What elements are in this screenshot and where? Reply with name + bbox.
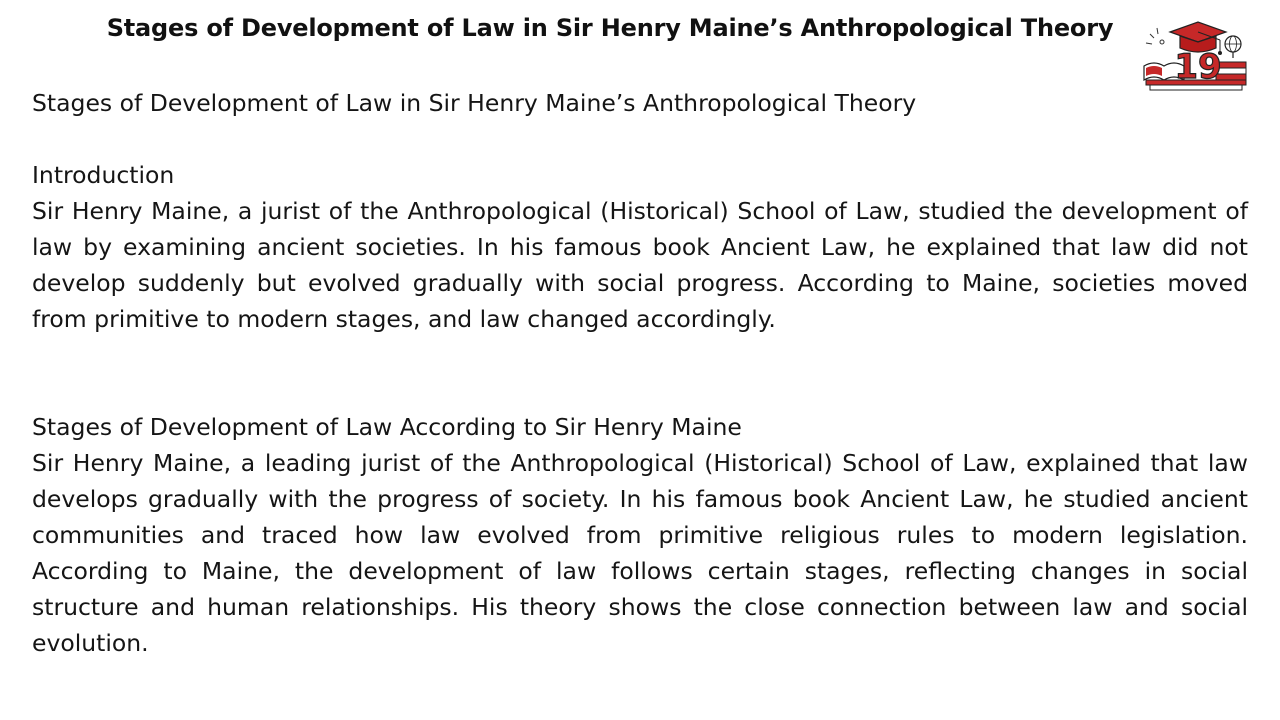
spacer [32, 337, 1248, 409]
logo-number: 19 [1174, 47, 1222, 87]
document-subtitle: Stages of Development of Law in Sir Henry Maine’s Anthropological Theory [32, 89, 917, 117]
graduation-cap-books-icon [1140, 18, 1250, 92]
spacer [32, 121, 1248, 157]
section-heading-stages: Stages of Development of Law According to Sir Henry Maine [32, 413, 742, 441]
section-body-stages: Sir Henry Maine, a leading jurist of the Anthropological (Historical) School of Law, explained that law develops gradually with the progress of society. In his famous book Ancient Law, he studied ancient communities and traced how law evolved from primitive religious rules to modern legislation. According to Maine, the development of law follows certain stages, reflecting changes in social structure and human relationships. His theory shows the close connection between law and social evolution. [32, 449, 1248, 657]
section-heading-introduction: Introduction [32, 161, 175, 189]
document-body [32, 85, 1248, 661]
page-title: Stages of Development of Law in Sir Henry Maine’s Anthropological Theory [106, 14, 1114, 42]
section-body-introduction: Sir Henry Maine, a jurist of the Anthropological (Historical) School of Law, studied the development of law by examining ancient societies. In his famous book Ancient Law, he explained that law did not develop suddenly but evolved gradually with social progress. According to Maine, societies moved from primitive to modern stages, and law changed accordingly. [32, 197, 1248, 333]
channel-logo [1140, 18, 1250, 92]
